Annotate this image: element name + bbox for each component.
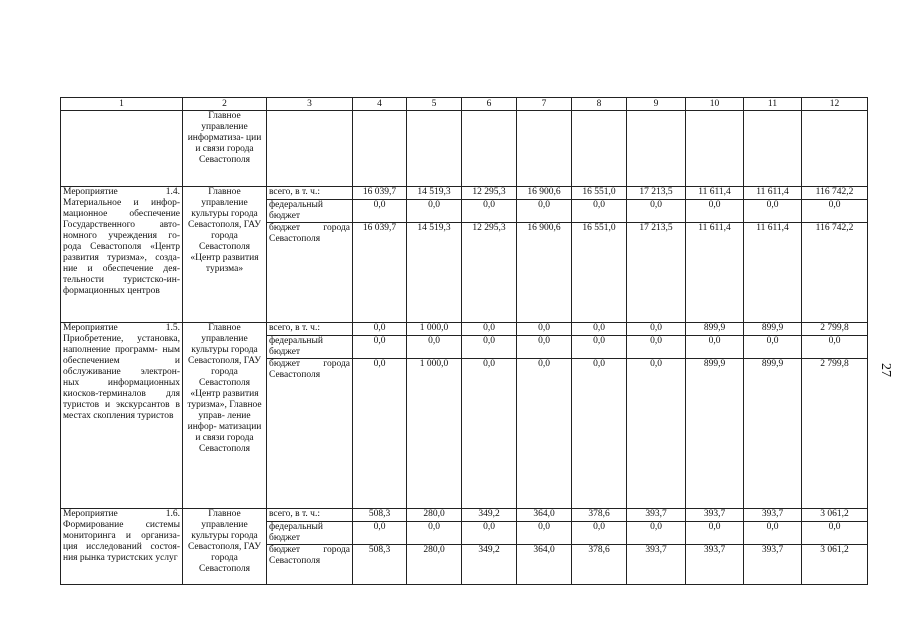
value-cell: 0,0	[744, 522, 802, 545]
value-cell: 0,0	[572, 200, 627, 223]
value-cell: 349,2	[462, 509, 517, 522]
value-cell: 0,0	[802, 336, 868, 359]
value-cell: 12 295,3	[462, 187, 517, 200]
value-cell: 0,0	[517, 522, 572, 545]
value-cell: 0,0	[517, 359, 572, 509]
value-cell: 0,0	[627, 200, 686, 223]
value-cell: 0,0	[353, 323, 407, 336]
measure-description: Мероприятие 1.4. Материальное и инфор- мационное обеспечение Государственного авто- номного учреждения го- рода Севастополя «Центр развития туризма», созда- ние и обеспечение дея- тельности туристско-ин- формационных центров	[61, 187, 183, 323]
value-cell: 349,2	[462, 545, 517, 585]
value-cell: 393,7	[686, 545, 744, 585]
value-cell: 16 551,0	[572, 223, 627, 323]
funding-source: федеральный бюджет	[267, 522, 353, 545]
funding-source: всего, в т. ч.:	[267, 187, 353, 200]
value-cell: 0,0	[686, 200, 744, 223]
value-cell: 393,7	[744, 509, 802, 522]
value-cell: 280,0	[407, 509, 462, 522]
header-cell: 11	[744, 98, 802, 111]
value-cell: 508,3	[353, 509, 407, 522]
value-cell: 3 061,2	[802, 509, 868, 522]
value-cell: 0,0	[353, 336, 407, 359]
value-cell: 0,0	[517, 323, 572, 336]
measure-description: Мероприятие 1.5. Приобретение, установка, наполнение программ- ным обеспечением и обслуживание электрон- ных информационных киосков-терминалов для туристов и экскурсантов в местах скопления туристов	[61, 323, 183, 509]
value-cell: 899,9	[686, 359, 744, 509]
executor-cell: Главное управление культуры города Севастополя, ГАУ города Севастополя	[183, 509, 267, 585]
header-cell: 3	[267, 98, 353, 111]
value-cell: 0,0	[353, 522, 407, 545]
header-cell: 12	[802, 98, 868, 111]
value-cell: 0,0	[462, 200, 517, 223]
value-cell: 14 519,3	[407, 223, 462, 323]
value-cell: 0,0	[744, 336, 802, 359]
value-cell: 11 611,4	[686, 223, 744, 323]
budget-table	[60, 97, 868, 585]
value-cell: 508,3	[353, 545, 407, 585]
value-cell: 0,0	[462, 359, 517, 509]
executor-cell: Главное управление информатиза- ции и связи города Севастополя	[183, 111, 267, 187]
value-cell: 0,0	[627, 522, 686, 545]
value-cell: 0,0	[802, 200, 868, 223]
continuation-row	[61, 111, 868, 187]
value-cell: 0,0	[353, 359, 407, 509]
value-cell: 0,0	[462, 323, 517, 336]
header-cell: 9	[627, 98, 686, 111]
header-cell: 2	[183, 98, 267, 111]
value-cell: 0,0	[627, 336, 686, 359]
value-cell: 0,0	[353, 200, 407, 223]
value-cell: 2 799,8	[802, 359, 868, 509]
value-cell: 0,0	[686, 336, 744, 359]
value-cell: 16 900,6	[517, 187, 572, 200]
table-row	[61, 509, 868, 522]
value-cell: 0,0	[572, 522, 627, 545]
value-cell: 16 900,6	[517, 223, 572, 323]
funding-source: всего, в т. ч.:	[267, 323, 353, 336]
value-cell: 364,0	[517, 545, 572, 585]
value-cell: 0,0	[572, 323, 627, 336]
header-row	[61, 98, 868, 111]
header-cell: 6	[462, 98, 517, 111]
funding-source: бюджет города Севастополя	[267, 359, 353, 509]
value-cell: 393,7	[686, 509, 744, 522]
value-cell: 14 519,3	[407, 187, 462, 200]
value-cell: 2 799,8	[802, 323, 868, 336]
funding-source: федеральный бюджет	[267, 200, 353, 223]
value-cell: 17 213,5	[627, 187, 686, 200]
header-cell: 7	[517, 98, 572, 111]
value-cell: 899,9	[744, 359, 802, 509]
value-cell: 17 213,5	[627, 223, 686, 323]
value-cell: 393,7	[744, 545, 802, 585]
value-cell: 116 742,2	[802, 223, 868, 323]
value-cell: 378,6	[572, 545, 627, 585]
value-cell: 378,6	[572, 509, 627, 522]
header-cell: 1	[61, 98, 183, 111]
value-cell: 0,0	[462, 522, 517, 545]
value-cell: 16 039,7	[353, 223, 407, 323]
value-cell: 12 295,3	[462, 223, 517, 323]
value-cell: 0,0	[572, 359, 627, 509]
funding-source: бюджет города Севастополя	[267, 545, 353, 585]
funding-source: бюджет города Севастополя	[267, 223, 353, 323]
value-cell: 116 742,2	[802, 187, 868, 200]
value-cell: 280,0	[407, 545, 462, 585]
value-cell: 3 061,2	[802, 545, 868, 585]
executor-cell: Главное управление культуры города Севастополя, ГАУ города Севастополя «Центр развития туризма»	[183, 187, 267, 323]
value-cell: 0,0	[802, 522, 868, 545]
value-cell: 364,0	[517, 509, 572, 522]
value-cell: 11 611,4	[686, 187, 744, 200]
header-cell: 5	[407, 98, 462, 111]
table-row	[61, 323, 868, 336]
value-cell: 393,7	[627, 545, 686, 585]
value-cell: 16 551,0	[572, 187, 627, 200]
value-cell: 16 039,7	[353, 187, 407, 200]
value-cell: 0,0	[462, 336, 517, 359]
page-number: 27	[878, 363, 893, 377]
value-cell: 0,0	[627, 359, 686, 509]
funding-source: федеральный бюджет	[267, 336, 353, 359]
value-cell: 11 611,4	[744, 223, 802, 323]
header-cell: 10	[686, 98, 744, 111]
table-row	[61, 187, 868, 200]
value-cell: 899,9	[686, 323, 744, 336]
value-cell: 0,0	[407, 522, 462, 545]
value-cell: 1 000,0	[407, 323, 462, 336]
value-cell: 1 000,0	[407, 359, 462, 509]
value-cell: 0,0	[517, 200, 572, 223]
value-cell: 0,0	[517, 336, 572, 359]
header-cell: 8	[572, 98, 627, 111]
executor-cell: Главное управление культуры города Севастополя, ГАУ города Севастополя «Центр развития туризма», Главное управ- ление инфор- матизации и связи города Севастополя	[183, 323, 267, 509]
value-cell: 0,0	[744, 200, 802, 223]
value-cell: 0,0	[572, 336, 627, 359]
measure-description: Мероприятие 1.6. Формирование системы мониторинга и организа- ция исследований состоя- ния рынка туристских услуг	[61, 509, 183, 585]
header-cell: 4	[353, 98, 407, 111]
value-cell: 0,0	[407, 200, 462, 223]
value-cell: 0,0	[627, 323, 686, 336]
value-cell: 11 611,4	[744, 187, 802, 200]
value-cell: 0,0	[407, 336, 462, 359]
value-cell: 0,0	[686, 522, 744, 545]
value-cell: 393,7	[627, 509, 686, 522]
funding-source: всего, в т. ч.:	[267, 509, 353, 522]
value-cell: 899,9	[744, 323, 802, 336]
